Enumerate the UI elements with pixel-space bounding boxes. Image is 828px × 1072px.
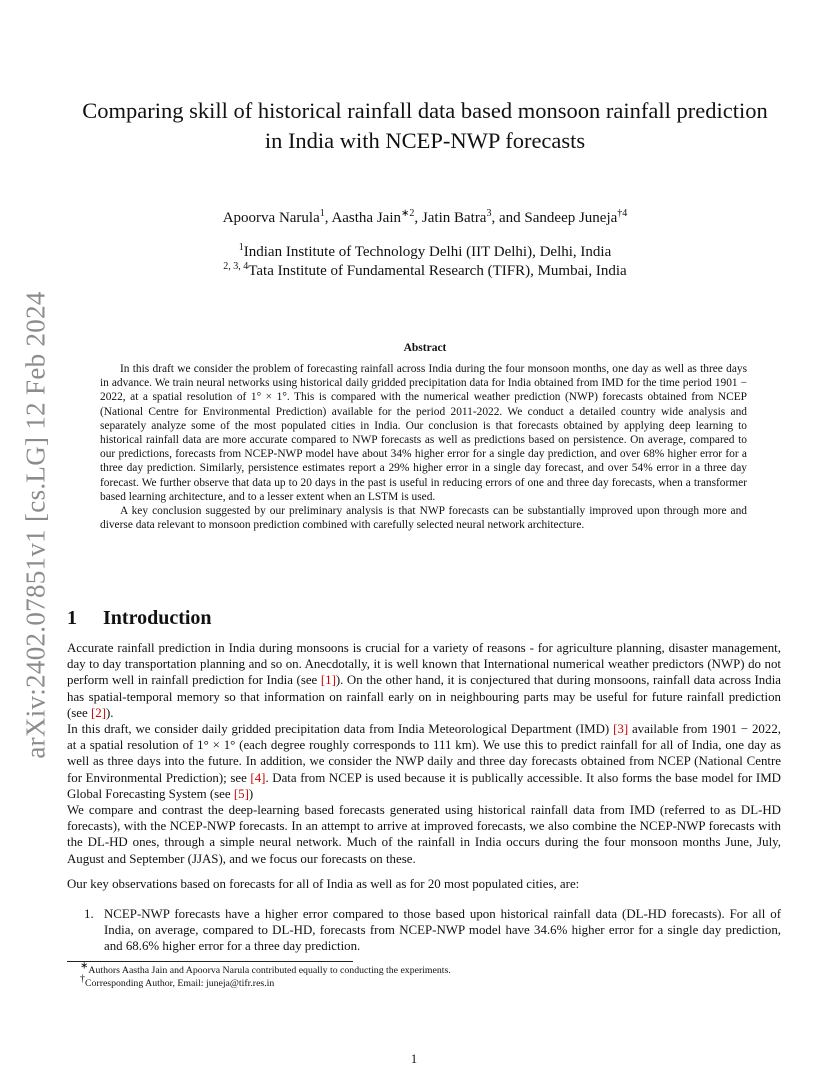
text-run: In this draft, we consider daily gridded precipitation data from India Meteorological Department (IMD) — [67, 722, 614, 737]
arxiv-stamp-text: arXiv:2402.07851v1 [cs.LG] 12 Feb 2024 — [20, 291, 51, 759]
abstract-body — [100, 362, 747, 532]
author-name: Apoorva Narula — [222, 210, 320, 226]
intro-paragraph-3: We compare and contrast the deep-learning based forecasts generated using historical rainfall data from IMD (referred to as DL-HD forecasts), with the NCEP-NWP forecasts. In an attempt to arrive at improved forecasts, we also combine the NCEP-NWP forecasts with the DL-HD ones, through a simple neural network. Much of the rainfall in India occurs during the four monsoon months June, July, August and September (JJAS), and we focus our forecasts on these. — [67, 803, 781, 866]
paper-title — [60, 96, 790, 156]
text-run: ). On the other hand, it is conjectured that during monsoons, rainfall data across India has spatial-temporal memory so that information on rainfall early on in neighbouring parts may be useful for future rainfall prediction (see — [67, 673, 781, 720]
list-item-text: NCEP-NWP forecasts have a higher error compared to those based upon historical rainfall data (DL-HD forecasts). For all of India, on average, compared to DL-HD, forecasts from NCEP-NWP model have 34.6% higher error for a single day prediction, and 68.6% higher error for a three day prediction. — [104, 907, 781, 954]
abstract-paragraph: In this draft we consider the problem of forecasting rainfall across India during the four monsoon months, one day as well as three days in advance. We train neural networks using historical daily gridded precipitation data for India obtained from IMD for the time period 1901 − 2022, at a spatial resolution of 1° × 1°. This is compared with the numerical weather prediction (NWP) forecasts obtained from NCEP (National Centre for Environmental Prediction) available for the period 2011-2022. We conduct a detailed country wide analysis and separately analyze some of the most populated cities in India. Our conclusion is that forecasts obtained by applying deep learning to historical rainfall data are more accurate compared to NWP forecasts as well as predictions based on persistence. On average, compared to our predictions, forecasts from NCEP-NWP model have about 34% higher error for a single day prediction, and over 68% higher error for a three day prediction. Similarly, persistence estimates report a 29% higher error in a single day forecast, and over 54% error in a three day forecast. We further observe that data up to 20 days in the past is useful in reducing errors of one and three day forecasts, when a transformer based learning architecture, and to a lesser extent when an LSTM is used. — [100, 363, 747, 503]
citation-link[interactable]: [3] — [613, 722, 629, 737]
footnote — [80, 973, 780, 990]
author-name: Sandeep Juneja — [524, 210, 618, 226]
footnote-text: Authors Aastha Jain and Apoorva Narula contributed equally to conducting the experiments. — [88, 965, 451, 976]
text-run: . Data from NCEP is used because it is publically accessible. It also forms the base model for IMD Global Forecasting System (see — [67, 770, 781, 801]
section-title: Introduction — [103, 607, 212, 629]
affiliation-1 — [60, 244, 790, 261]
author-mark: 1 — [319, 208, 325, 219]
author-separator: , and — [491, 210, 525, 226]
title-line-2: in India with NCEP-NWP forecasts — [264, 128, 586, 153]
text-run: ). — [106, 705, 114, 720]
list-item — [84, 906, 781, 955]
author-separator: , — [324, 210, 332, 226]
affiliation-text: Indian Institute of Technology Delhi (IIT Delhi), Delhi, India — [243, 244, 612, 260]
affiliation-2 — [60, 263, 790, 280]
author-list — [60, 210, 790, 227]
author-mark: 3 — [486, 208, 492, 219]
page-number: 1 — [410, 1052, 418, 1066]
title-line-1: Comparing skill of historical rainfall data based monsoon rainfall prediction — [82, 98, 768, 123]
affiliation-mark: 2, 3, 4 — [223, 261, 249, 272]
intro-text — [67, 640, 781, 892]
footnote-text: Corresponding Author, Email: juneja@tifr.res.in — [85, 978, 275, 989]
author-name: Aastha Jain — [331, 210, 402, 226]
author-mark: ∗2 — [401, 208, 415, 219]
intro-paragraph-4: Our key observations based on forecasts for all of India as well as for 20 most populated cities, are: — [67, 876, 580, 891]
abstract-heading: Abstract — [403, 342, 447, 354]
list-marker: 1. — [84, 907, 94, 921]
text-run: Accurate rainfall prediction in India during monsoons is crucial for a variety of reasons - for agriculture planning, disaster management, day to day transportation planning and so on. Anecdotally, it is well known that International numerical weather predictors (NWP) do not perform well in rainfall prediction for India (see — [67, 641, 781, 688]
intro-paragraph-1 — [67, 640, 781, 721]
affiliation-text: Tata Institute of Fundamental Research (TIFR), Mumbai, India — [248, 263, 627, 279]
footnote-divider — [67, 961, 353, 962]
citation-link[interactable]: [2] — [90, 705, 107, 720]
affiliation-mark: 1 — [238, 242, 244, 253]
footnote-mark: ∗ — [80, 960, 89, 972]
section-heading — [67, 607, 212, 630]
abstract-paragraph: A key conclusion suggested by our preliminary analysis is that NWP forecasts can be substantially improved upon through more and diverse data relevant to monsoon prediction combined with carefully selected neural network architecture. — [100, 505, 747, 532]
section-number: 1 — [67, 607, 77, 629]
arxiv-stamp — [14, 290, 58, 760]
text-run: ) — [248, 786, 254, 801]
author-mark: †4 — [617, 208, 628, 219]
citation-link[interactable]: [4] — [250, 770, 266, 785]
citation-link[interactable]: [1] — [320, 673, 336, 688]
footnotes — [80, 960, 780, 990]
text-run: available from 1901 − 2022, at a spatial resolution of 1° × 1° (each degree roughly corresponds to 111 km). We use this to predict rainfall for all of India, one day as well as three days into the future. In addition, we consider the NWP daily and three day forecasts obtained from NCEP (National Centre for Environmental Prediction); see — [67, 722, 781, 785]
author-name: Jatin Batra — [421, 210, 487, 226]
citation-link[interactable]: [5] — [233, 786, 249, 801]
author-separator: , — [414, 210, 422, 226]
footnote-mark: † — [80, 973, 85, 985]
footnote — [80, 960, 780, 977]
intro-paragraph-2 — [67, 721, 781, 802]
